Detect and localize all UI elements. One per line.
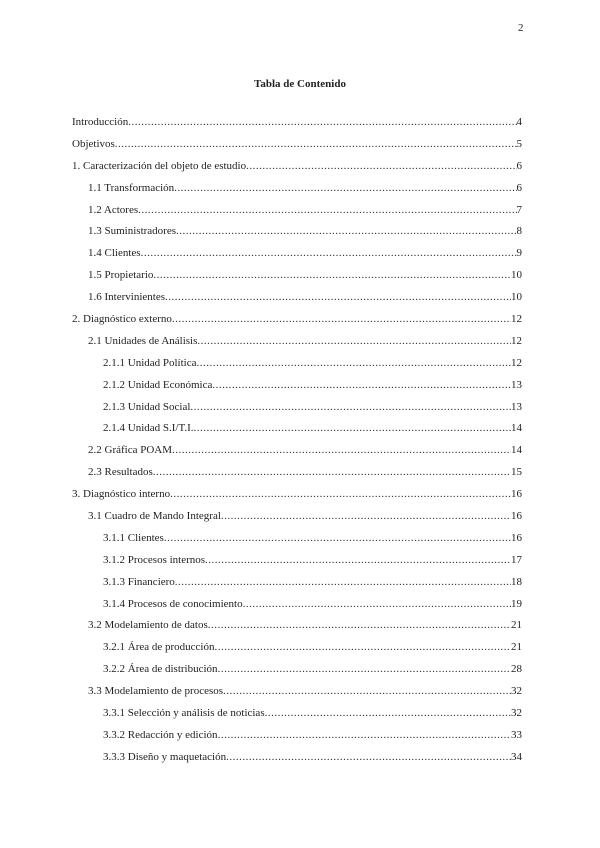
toc-dot-leader [226, 751, 511, 763]
toc-entry-title: 2.1.1 Unidad Política [103, 356, 197, 369]
toc-entry-page: 16 [511, 488, 522, 501]
toc-dot-leader [265, 707, 511, 719]
toc-dot-leader [218, 663, 511, 675]
toc-entry[interactable] [72, 751, 522, 773]
toc-entry-page: 7 [516, 203, 522, 216]
toc-entry-page: 21 [511, 641, 522, 654]
toc-dot-leader [246, 160, 516, 172]
toc-entry-page: 12 [511, 356, 522, 369]
toc-entry[interactable] [72, 488, 522, 510]
toc-entry-page: 13 [511, 400, 522, 413]
toc-dot-leader [138, 204, 516, 216]
toc-entry[interactable] [72, 641, 522, 663]
toc-entry-title: 3.3 Modelamiento de procesos [88, 685, 224, 698]
toc-entry[interactable] [72, 707, 522, 729]
toc-entry[interactable] [72, 225, 522, 247]
toc-dot-leader [172, 313, 511, 325]
toc-dot-leader [212, 379, 511, 391]
toc-entry-page: 8 [516, 225, 522, 238]
toc-entry-page: 19 [511, 597, 522, 610]
toc-dot-leader [176, 225, 517, 237]
toc-entry-page: 17 [511, 553, 522, 566]
toc-dot-leader [205, 554, 511, 566]
toc-entry-title: Objetivos [72, 137, 115, 150]
toc-entry-title: 2.1.2 Unidad Económica [103, 378, 213, 391]
toc-dot-leader [223, 685, 511, 697]
toc-dot-leader [175, 576, 511, 588]
toc-entry-title: 3.2.1 Área de producción [103, 641, 215, 654]
toc-entry-title: 1.1 Transformación [88, 181, 175, 194]
toc-entry[interactable] [72, 532, 522, 554]
toc-entry[interactable] [72, 554, 522, 576]
toc-dot-leader [197, 357, 512, 369]
toc-entry-title: 3.2.2 Área de distribución [103, 663, 218, 676]
toc-entry-title: 3.3.1 Selección y análisis de noticias [103, 707, 265, 720]
toc-entry[interactable] [72, 182, 522, 204]
toc-entry-title: Introducción [72, 116, 129, 128]
toc-entry-title: 3.3.2 Redacción y edición [103, 728, 218, 741]
toc-entry-title: 2.1 Unidades de Análisis [88, 334, 198, 347]
toc-entry-page: 33 [511, 728, 522, 741]
toc-entry[interactable] [72, 204, 522, 226]
toc-entry-page: 32 [511, 707, 522, 720]
toc-entry-page: 28 [511, 663, 522, 676]
toc-entry-page: 14 [511, 422, 522, 435]
toc-entry[interactable] [72, 313, 522, 335]
toc-dot-leader [141, 247, 517, 259]
toc-dot-leader [170, 488, 511, 500]
toc-entry-title: 1.5 Propietario [88, 269, 154, 282]
toc-entry-page: 18 [511, 575, 522, 588]
toc-entry[interactable] [72, 685, 522, 707]
toc-entry-title: 3.1.1 Clientes [103, 531, 164, 544]
toc-entry-title: 1.3 Suministradores [88, 225, 176, 238]
toc-entry-title: 3. Diagnóstico interno [72, 488, 171, 501]
toc-entry-page: 34 [511, 750, 522, 763]
toc-dot-leader [218, 729, 511, 741]
toc-entry[interactable] [72, 466, 522, 488]
toc-entry-page: 32 [511, 685, 522, 698]
toc-entry[interactable] [72, 138, 522, 160]
toc-dot-leader [115, 138, 517, 150]
toc-entry[interactable] [72, 422, 522, 444]
toc-entry-page: 6 [516, 181, 522, 194]
toc-dot-leader [153, 269, 511, 281]
table-of-contents [72, 116, 522, 773]
toc-entry-page: 21 [511, 619, 522, 632]
page-title: Tabla de Contenido [254, 78, 346, 90]
toc-entry[interactable] [72, 291, 522, 313]
toc-entry-title: 1.2 Actores [88, 203, 139, 216]
toc-entry-title: 3.1.3 Financiero [103, 575, 175, 588]
toc-entry[interactable] [72, 160, 522, 182]
toc-entry[interactable] [72, 247, 522, 269]
toc-dot-leader [165, 291, 511, 303]
toc-dot-leader [174, 182, 516, 194]
toc-dot-leader [153, 466, 511, 478]
toc-entry[interactable] [72, 510, 522, 532]
toc-entry-page: 4 [516, 116, 522, 128]
toc-entry-title: 3.3.3 Diseño y maquetación [103, 750, 227, 763]
toc-entry-page: 13 [511, 378, 522, 391]
toc-dot-leader [197, 335, 511, 347]
toc-entry-title: 1.4 Clientes [88, 247, 141, 260]
page-number: 2 [518, 22, 524, 34]
toc-entry[interactable] [72, 444, 522, 466]
toc-dot-leader [194, 422, 511, 434]
toc-entry[interactable] [72, 598, 522, 620]
toc-entry-page: 10 [511, 269, 522, 282]
toc-entry-title: 3.1.4 Procesos de conocimiento [103, 597, 243, 610]
toc-entry[interactable] [72, 379, 522, 401]
toc-dot-leader [172, 444, 511, 456]
toc-entry-title: 2. Diagnóstico externo [72, 313, 172, 326]
toc-entry[interactable] [72, 357, 522, 379]
toc-dot-leader [215, 641, 512, 653]
toc-entry-page: 12 [511, 334, 522, 347]
toc-entry[interactable] [72, 116, 522, 138]
toc-dot-leader [164, 532, 511, 544]
toc-entry[interactable] [72, 576, 522, 598]
toc-entry-title: 3.2 Modelamiento de datos [88, 619, 208, 632]
toc-dot-leader [243, 598, 511, 610]
toc-entry-title: 2.1.4 Unidad S.I/T.I. [103, 422, 194, 435]
toc-entry[interactable] [72, 335, 522, 357]
toc-entry-title: 1. Caracterización del objeto de estudio [72, 159, 247, 172]
toc-entry-page: 10 [511, 291, 522, 304]
toc-entry[interactable] [72, 269, 522, 291]
toc-dot-leader [208, 619, 511, 631]
toc-entry[interactable] [72, 401, 522, 423]
toc-entry-title: 2.1.3 Unidad Social [103, 400, 191, 413]
toc-entry[interactable] [72, 729, 522, 751]
toc-entry-page: 16 [511, 510, 522, 523]
toc-entry-page: 12 [511, 313, 522, 326]
toc-entry-page: 6 [516, 159, 522, 172]
toc-entry-title: 3.1 Cuadro de Mando Integral [88, 510, 221, 523]
toc-entry-page: 5 [516, 137, 522, 150]
toc-entry-page: 14 [511, 444, 522, 457]
toc-dot-leader [128, 116, 516, 128]
toc-entry-page: 16 [511, 531, 522, 544]
toc-dot-leader [190, 401, 511, 413]
toc-entry-title: 2.2 Gráfica POAM [88, 444, 173, 457]
toc-entry[interactable] [72, 619, 522, 641]
toc-entry-title: 3.1.2 Procesos internos [103, 553, 206, 566]
toc-dot-leader [221, 510, 511, 522]
toc-entry[interactable] [72, 663, 522, 685]
toc-entry-page: 15 [511, 466, 522, 479]
toc-entry-page: 9 [516, 247, 522, 260]
toc-entry-title: 2.3 Resultados [88, 466, 153, 479]
toc-entry-title: 1.6 Intervinientes [88, 291, 165, 304]
